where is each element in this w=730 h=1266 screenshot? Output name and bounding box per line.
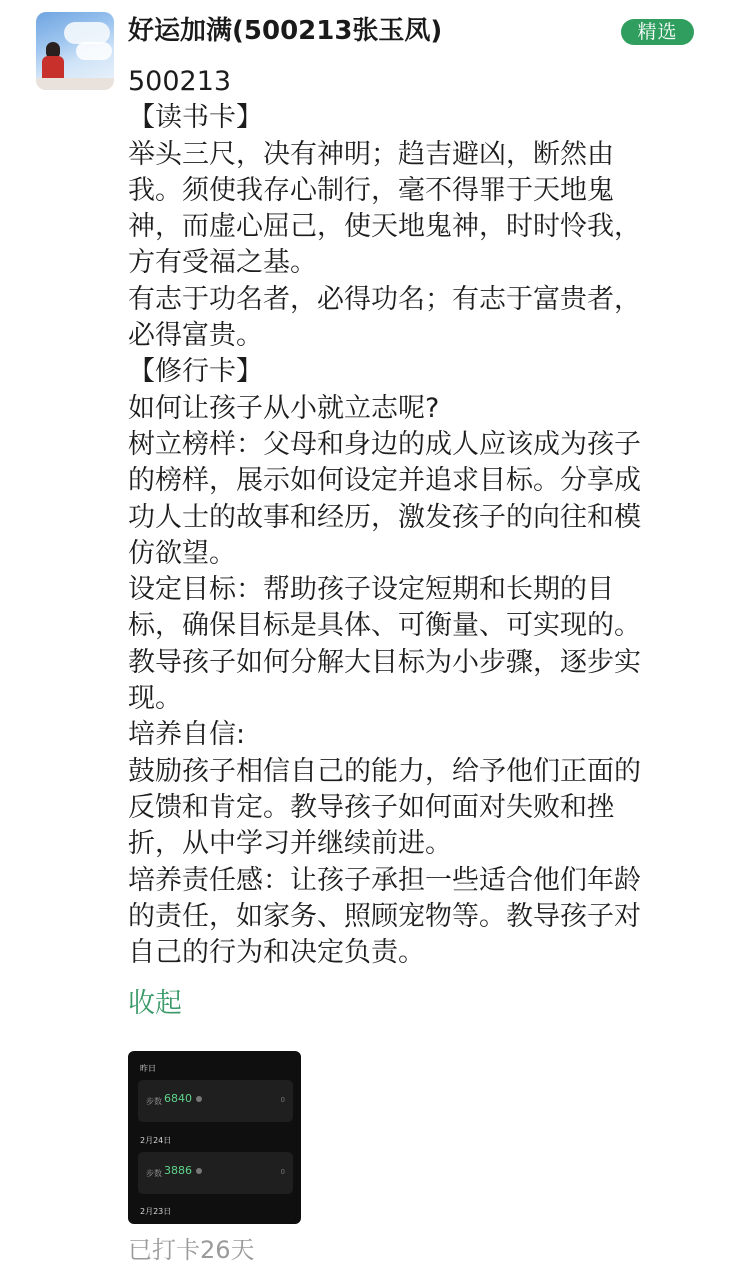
- post-line: 折，从中学习并继续前进。: [128, 828, 452, 860]
- thumb-steps-value: 3886: [164, 1164, 192, 1177]
- post-line: 必得富贵。: [128, 320, 263, 352]
- post-line: 的榜样，展示如何设定并追求目标。分享成: [128, 465, 641, 497]
- thumb-steps-label: 步数: [146, 1169, 162, 1178]
- post-line: 培养自信:: [128, 719, 246, 751]
- post-line: 的责任，如家务、照顾宠物等。教导孩子对: [128, 900, 641, 932]
- post-line: 神，而虚心屈己，使天地鬼神，时时怜我，: [128, 211, 641, 243]
- post-line: 培养责任感：让孩子承担一些适合他们年龄: [128, 864, 641, 896]
- post-line: 【读书卡】: [128, 102, 263, 134]
- collapse-button[interactable]: 收起: [128, 988, 182, 1019]
- author-name[interactable]: 好运加满(500213张玉凤): [128, 16, 443, 46]
- thumb-day-label: 2月24日: [140, 1136, 172, 1145]
- thumb-day-label: 昨日: [140, 1064, 156, 1073]
- post-line: 500213: [128, 66, 232, 97]
- post-line: 仿欲望。: [128, 537, 236, 569]
- avatar[interactable]: [36, 12, 114, 90]
- thumb-steps-label: 步数: [146, 1097, 162, 1106]
- post-line: 现。: [128, 683, 182, 715]
- post-line: 举头三尺，决有神明；趋吉避凶，断然由: [128, 138, 614, 170]
- post-line: 自己的行为和决定负责。: [128, 937, 425, 969]
- avatar-ground: [36, 78, 114, 90]
- thumb-likes: 0: [280, 1168, 285, 1176]
- checkin-days: 已打卡26天: [128, 1236, 255, 1264]
- post-line: 鼓励孩子相信自己的能力，给予他们正面的: [128, 755, 641, 787]
- post-line: 有志于功名者，必得功名；有志于富贵者，: [128, 283, 641, 315]
- thumb-steps-value: 6840: [164, 1092, 192, 1105]
- post-line: 树立榜样：父母和身边的成人应该成为孩子: [128, 428, 641, 460]
- thumb-likes: 0: [280, 1096, 285, 1104]
- avatar-cloud: [64, 22, 110, 44]
- thumb-step-card: [138, 1152, 293, 1194]
- post-line: 如何让孩子从小就立志呢?: [128, 392, 440, 424]
- post-line: 教导孩子如何分解大目标为小步骤，逐步实: [128, 646, 641, 678]
- avatar-cloud: [76, 42, 112, 60]
- thumb-day-label: 2月23日: [140, 1207, 172, 1216]
- drop-icon: [196, 1096, 202, 1102]
- post-content: [128, 64, 698, 971]
- post-line: 设定目标：帮助孩子设定短期和长期的目: [128, 574, 614, 606]
- post-line: 【修行卡】: [128, 356, 263, 388]
- post-line: 方有受福之基。: [128, 247, 317, 279]
- featured-badge: 精选: [621, 19, 694, 45]
- drop-icon: [196, 1168, 202, 1174]
- post-line: 我。须使我存心制行，毫不得罪于天地鬼: [128, 174, 614, 206]
- thumb-step-card: [138, 1080, 293, 1122]
- post-line: 标，确保目标是具体、可衡量、可实现的。: [128, 610, 641, 642]
- post-line: 功人士的故事和经历，激发孩子的向往和模: [128, 501, 641, 533]
- post-line: 反馈和肯定。教导孩子如何面对失败和挫: [128, 791, 614, 823]
- step-screenshot-thumbnail[interactable]: [128, 1051, 301, 1224]
